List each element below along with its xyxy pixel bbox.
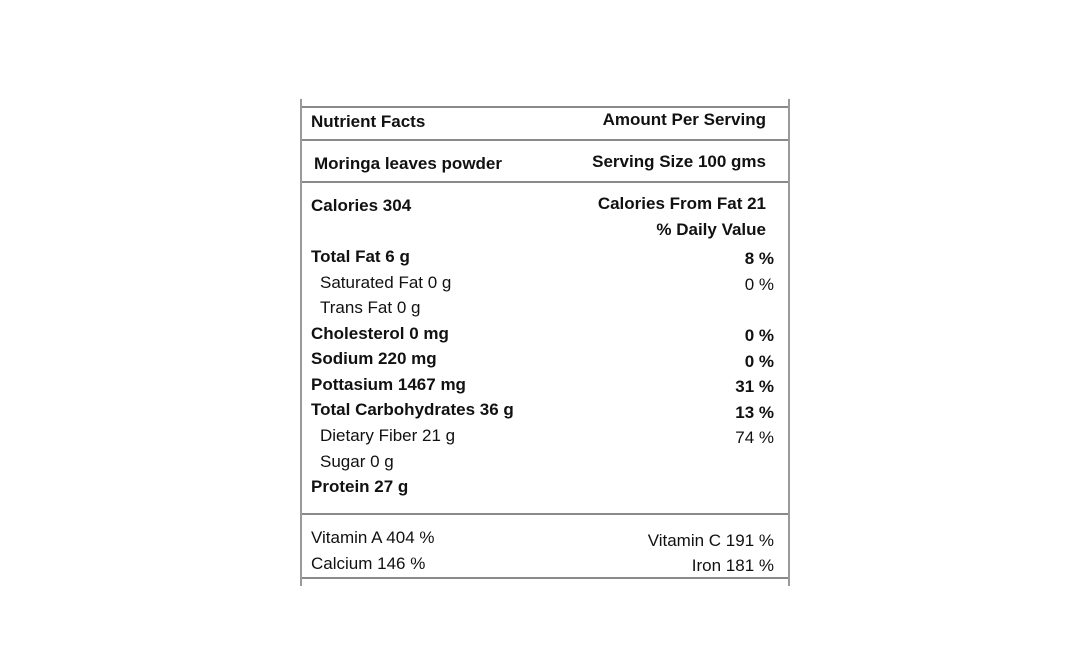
amount-per-serving: Amount Per Serving: [602, 110, 766, 129]
header-divider: [302, 139, 788, 141]
bottom-divider: [302, 577, 788, 579]
vitamin-c: Vitamin C 191 %: [647, 531, 774, 550]
nutrient-dv-dietary-fiber: 74 %: [735, 428, 774, 447]
daily-value-header: % Daily Value: [656, 220, 766, 239]
nutrient-name-potassium: Pottasium 1467 mg: [311, 375, 466, 394]
nutrient-dv-potassium: 31 %: [735, 377, 774, 396]
nutrient-name-sodium: Sodium 220 mg: [311, 349, 437, 368]
serving-divider: [302, 181, 788, 183]
nutrient-name-total-carbohydrates: Total Carbohydrates 36 g: [311, 400, 514, 419]
nutrient-name-protein: Protein 27 g: [311, 477, 409, 496]
top-divider: [302, 106, 788, 108]
calories-from-fat: Calories From Fat 21: [597, 194, 766, 213]
nutrient-name-total-fat: Total Fat 6 g: [311, 247, 410, 266]
nutrition-facts-label: [300, 99, 790, 586]
nutrient-name-saturated-fat: Saturated Fat 0 g: [320, 273, 452, 292]
nutrient-name-trans-fat: Trans Fat 0 g: [320, 298, 421, 317]
nutrient-dv-cholesterol: 0 %: [744, 326, 774, 345]
calcium: Calcium 146 %: [311, 554, 426, 573]
calories: Calories 304: [311, 196, 412, 215]
iron: Iron 181 %: [691, 556, 774, 575]
vitamin-a: Vitamin A 404 %: [311, 528, 435, 547]
nutrient-name-cholesterol: Cholesterol 0 mg: [311, 324, 449, 343]
nutrient-name-sugar: Sugar 0 g: [320, 452, 394, 471]
nutrient-dv-saturated-fat: 0 %: [744, 275, 774, 294]
vitamins-divider: [302, 513, 788, 515]
label-title: Nutrient Facts: [311, 112, 426, 131]
nutrient-name-dietary-fiber: Dietary Fiber 21 g: [320, 426, 456, 445]
product-name: Moringa leaves powder: [314, 154, 502, 173]
nutrient-dv-total-fat: 8 %: [744, 249, 774, 268]
nutrient-dv-sodium: 0 %: [744, 352, 774, 371]
serving-size: Serving Size 100 gms: [592, 152, 766, 171]
nutrient-dv-total-carbohydrates: 13 %: [735, 403, 774, 422]
